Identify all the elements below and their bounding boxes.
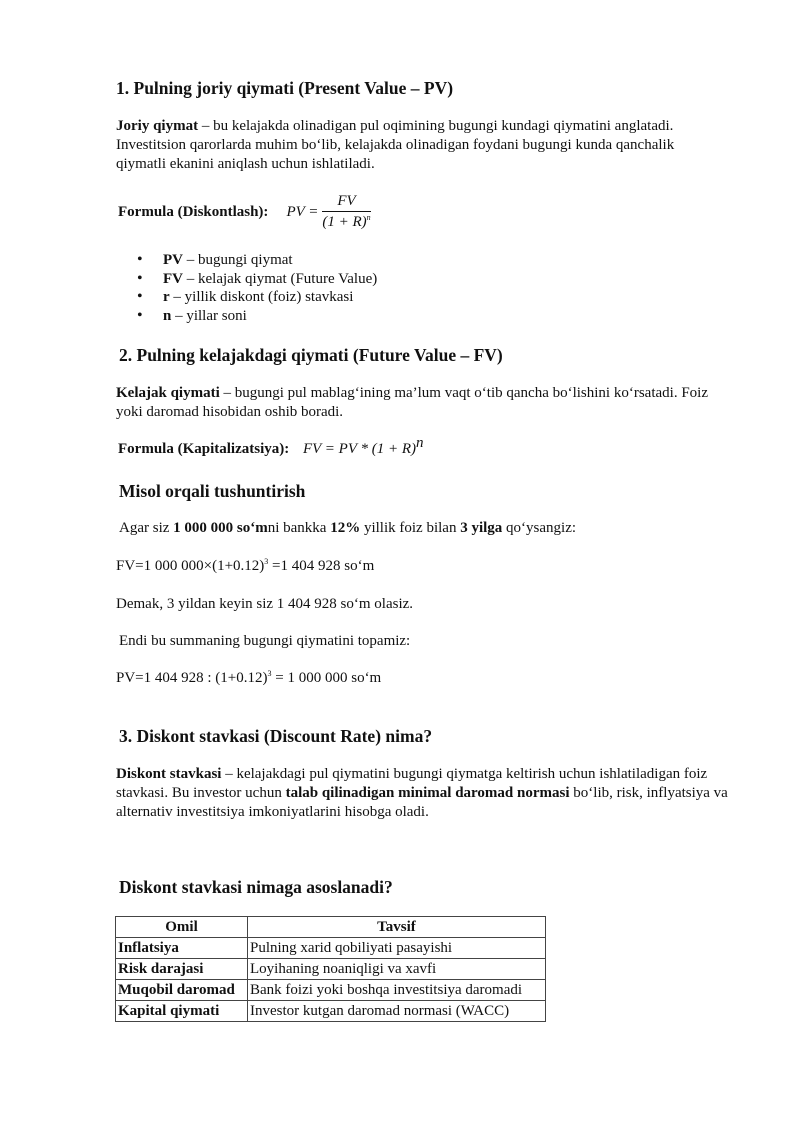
table-cell-factor: Inflatsiya bbox=[116, 938, 248, 959]
list-item-text: – bugungi qiymat bbox=[183, 252, 293, 268]
section-1-title: 1. Pulning joriy qiymati (Present Value – PV) bbox=[116, 78, 454, 98]
example-now: Endi bu summaning bugungi qiymatini topamiz: bbox=[119, 633, 411, 649]
basis-table bbox=[115, 916, 546, 1022]
fv-calculation-expression: FV=1 000 000×(1+0.12) bbox=[116, 558, 265, 574]
section-1-paragraph bbox=[116, 117, 726, 174]
fv-calculation bbox=[116, 557, 374, 576]
list-item-term: n bbox=[163, 307, 172, 324]
table-cell-factor: Muqobil daromad bbox=[116, 980, 248, 1001]
pv-formula-denominator-base: (1 + R) bbox=[322, 214, 367, 230]
pv-calculation-result: = 1 000 000 so‘m bbox=[271, 670, 382, 686]
table-cell-description: Bank foizi yoki boshqa investitsiya daromadi bbox=[248, 980, 546, 1001]
example-amount: 1 000 000 so‘m bbox=[173, 520, 268, 536]
section-3-paragraph bbox=[116, 765, 728, 822]
table-row bbox=[116, 980, 546, 1001]
list-item-text: – kelajak qiymat (Future Value) bbox=[183, 270, 378, 287]
term-kelajak-qiymati: Kelajak qiymati bbox=[116, 385, 220, 401]
pv-formula-exponent: n bbox=[366, 213, 371, 222]
table-cell-description: Pulning xarid qobiliyati pasayishi bbox=[248, 938, 546, 959]
example-result: Demak, 3 yildan keyin siz 1 404 928 so‘m olasiz. bbox=[116, 596, 414, 612]
fv-calculation-exponent: 3 bbox=[264, 557, 269, 566]
pv-formula-numerator: FV bbox=[322, 193, 370, 212]
term-joriy-qiymat: Joriy qiymat bbox=[116, 118, 199, 134]
section-3-emphasis: talab qilinadigan minimal daromad normasi bbox=[285, 785, 570, 801]
example-title: Misol orqali tushuntirish bbox=[119, 481, 306, 501]
fv-formula bbox=[118, 435, 424, 458]
basis-title: Diskont stavkasi nimaga asoslanadi? bbox=[119, 877, 393, 897]
term-diskont-stavkasi: Diskont stavkasi bbox=[116, 766, 222, 782]
list-item bbox=[137, 307, 377, 326]
table-header-row bbox=[116, 917, 546, 938]
table-row bbox=[116, 1001, 546, 1022]
list-item bbox=[137, 251, 377, 270]
fv-calculation-result: =1 404 928 so‘m bbox=[268, 558, 375, 574]
pv-calculation-exponent: 3 bbox=[267, 669, 272, 678]
table-cell-description: Loyihaning noaniqligi va xavfi bbox=[248, 959, 546, 980]
list-item-text: – yillar soni bbox=[171, 307, 247, 324]
example-intro-text: Agar siz bbox=[119, 520, 174, 536]
section-2-paragraph-text: – bugungi pul mablag‘ining ma’lum vaqt o‘tib qancha bo‘lishini ko‘rsatadi. Foiz yoki daromad hisobidan oshib boradi. bbox=[116, 385, 708, 420]
list-item bbox=[137, 270, 377, 289]
pv-formula-label: Formula (Diskontlash): bbox=[118, 203, 269, 220]
section-2-paragraph bbox=[116, 384, 726, 422]
example-intro-text: ni bankka bbox=[267, 520, 331, 536]
section-1-paragraph-text: – bu kelajakda olinadigan pul oqimining bugungi kundagi qiymatini anglatadi. Investitsion qarorlarda muhim bo‘lib, kelajakda olinadigan foydani bugungi kunda qanchalik qiymatli ekanini aniqlash uchun ishlatiladi. bbox=[116, 118, 675, 172]
section-3-title: 3. Diskont stavkasi (Discount Rate) nima? bbox=[119, 726, 433, 746]
table-cell-description: Investor kutgan daromad normasi (WACC) bbox=[248, 1001, 546, 1022]
fv-formula-body: FV = PV * (1 + R) bbox=[302, 441, 416, 457]
table-row bbox=[116, 938, 546, 959]
list-item-text: – yillik diskont (foiz) stavkasi bbox=[169, 289, 354, 305]
pv-calculation bbox=[116, 669, 381, 688]
list-item-term: FV bbox=[163, 270, 183, 287]
variables-list bbox=[137, 251, 377, 325]
pv-formula-denominator bbox=[322, 212, 370, 231]
section-3-paragraph-text: – kelajakdagi pul qiymatini bugungi qiymatga keltirish uchun ishlatiladigan foiz stavkasi. Bu investor uchun bbox=[116, 766, 708, 801]
list-item-term: PV bbox=[163, 252, 183, 268]
pv-formula-lhs: PV = bbox=[286, 203, 319, 220]
table-cell-factor: Risk darajasi bbox=[116, 959, 248, 980]
section-3-paragraph-text: bo‘lib, risk, inflyatsiya va alternativ investitsiya imkoniyatlarini hisobga oladi. bbox=[116, 785, 728, 820]
example-rate: 12% bbox=[330, 520, 361, 536]
example-intro-text: qo‘ysangiz: bbox=[502, 520, 577, 536]
fv-formula-label: Formula (Kapitalizatsiya): bbox=[118, 441, 290, 457]
pv-formula-fraction bbox=[322, 193, 370, 231]
table-header-omil: Omil bbox=[116, 917, 248, 938]
example-term: 3 yilga bbox=[460, 520, 503, 536]
table-row bbox=[116, 959, 546, 980]
example-intro bbox=[119, 519, 576, 538]
table-cell-factor: Kapital qiymati bbox=[116, 1001, 248, 1022]
table-header-tavsif: Tavsif bbox=[248, 917, 546, 938]
pv-calculation-expression: PV=1 404 928 : (1+0.12) bbox=[116, 670, 268, 686]
example-intro-text: yillik foiz bilan bbox=[360, 520, 461, 536]
list-item bbox=[137, 288, 377, 307]
list-item-term: r bbox=[163, 289, 170, 305]
section-2-title: 2. Pulning kelajakdagi qiymati (Future Value – FV) bbox=[119, 345, 503, 365]
pv-formula bbox=[118, 190, 371, 234]
fv-formula-exponent: n bbox=[416, 435, 424, 451]
